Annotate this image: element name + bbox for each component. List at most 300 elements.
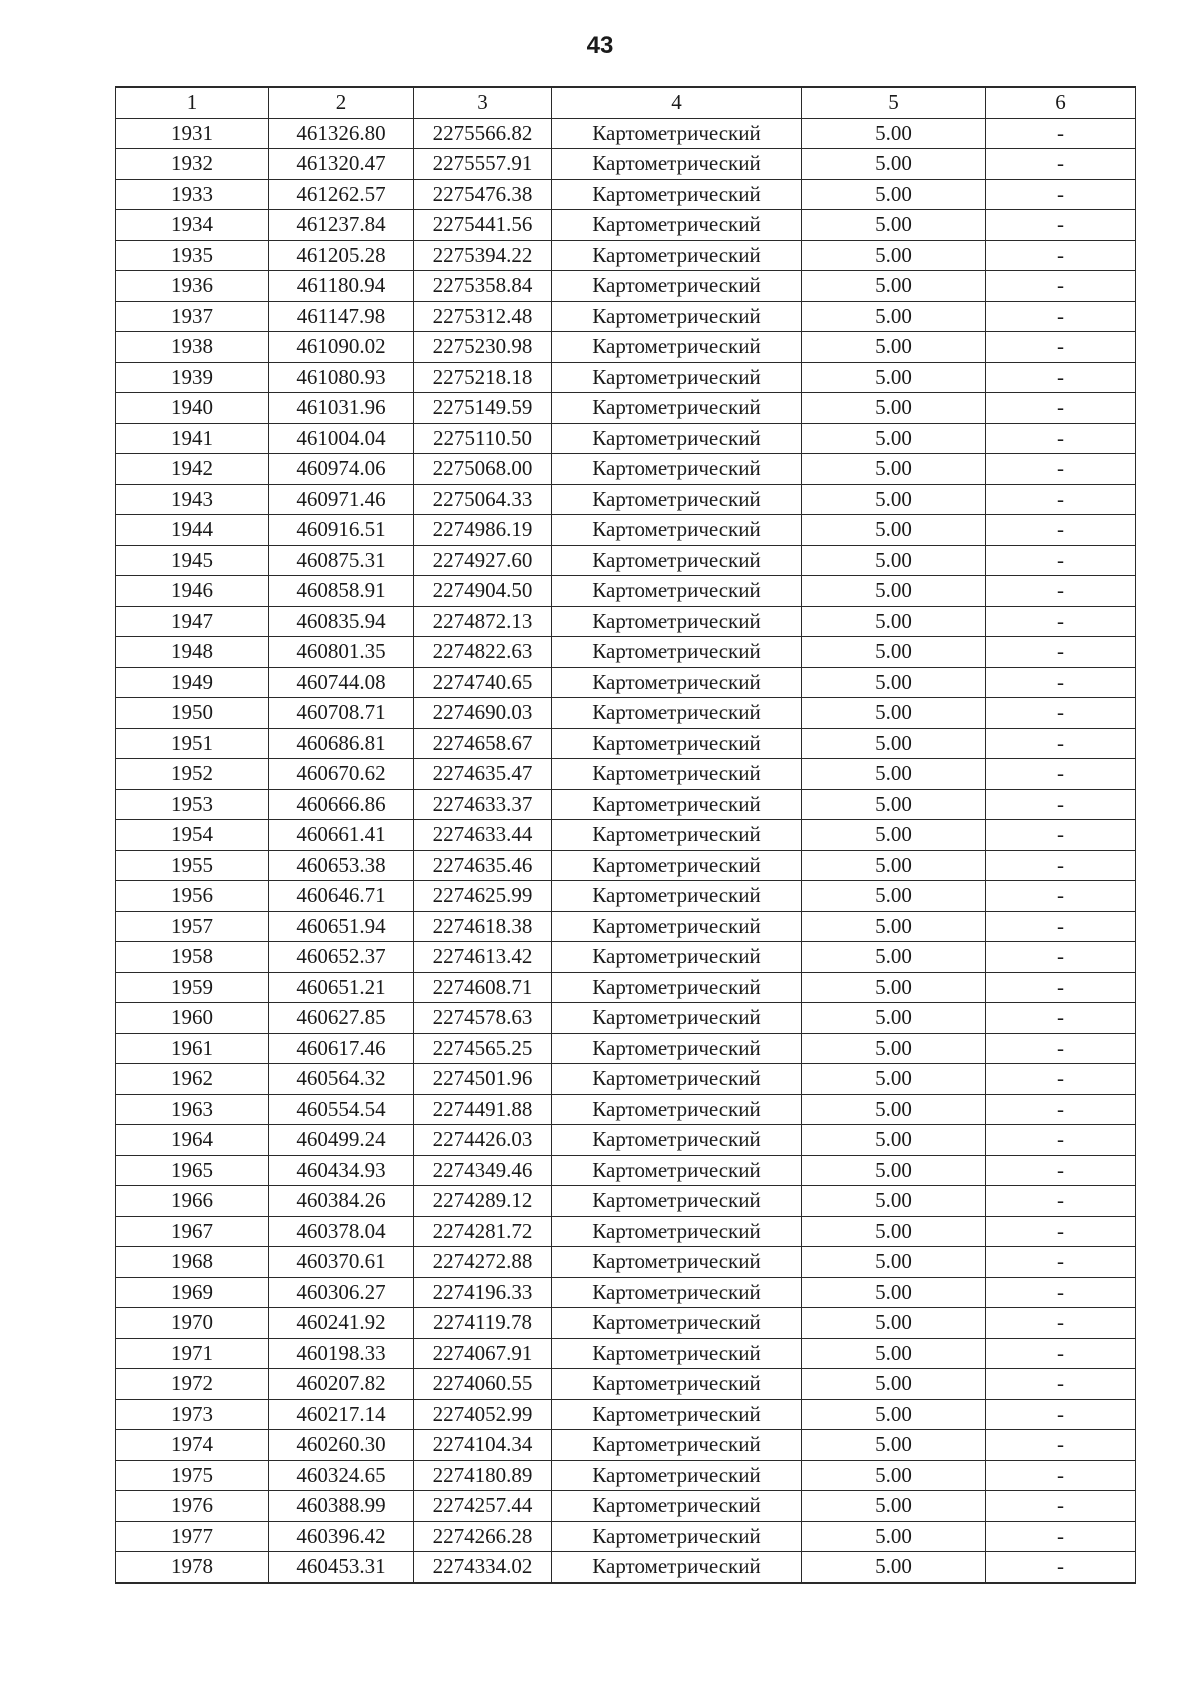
x-coordinate-cell: 461147.98 [269,301,414,332]
method-cell: Картометрический [552,515,802,546]
x-coordinate-cell: 461326.80 [269,118,414,149]
accuracy-cell: 5.00 [802,484,986,515]
description-cell: - [986,149,1136,180]
table-row [116,210,1136,241]
accuracy-cell: 5.00 [802,1125,986,1156]
table-body [116,118,1136,1583]
description-cell: - [986,1064,1136,1095]
method-cell: Картометрический [552,1369,802,1400]
point-number-cell: 1954 [116,820,269,851]
description-cell: - [986,1430,1136,1461]
x-coordinate-cell: 461205.28 [269,240,414,271]
method-cell: Картометрический [552,332,802,363]
method-cell: Картометрический [552,301,802,332]
accuracy-cell: 5.00 [802,1460,986,1491]
method-cell: Картометрический [552,423,802,454]
y-coordinate-cell: 2274272.88 [414,1247,552,1278]
point-number-cell: 1968 [116,1247,269,1278]
x-coordinate-cell: 460708.71 [269,698,414,729]
point-number-cell: 1967 [116,1216,269,1247]
point-number-cell: 1940 [116,393,269,424]
x-coordinate-cell: 461262.57 [269,179,414,210]
method-cell: Картометрический [552,454,802,485]
y-coordinate-cell: 2274501.96 [414,1064,552,1095]
y-coordinate-cell: 2274266.28 [414,1521,552,1552]
table-row [116,1277,1136,1308]
description-cell: - [986,271,1136,302]
accuracy-cell: 5.00 [802,1216,986,1247]
y-coordinate-cell: 2274060.55 [414,1369,552,1400]
description-cell: - [986,881,1136,912]
point-number-cell: 1961 [116,1033,269,1064]
point-number-cell: 1941 [116,423,269,454]
y-coordinate-cell: 2274104.34 [414,1430,552,1461]
accuracy-cell: 5.00 [802,1247,986,1278]
y-coordinate-cell: 2274618.38 [414,911,552,942]
description-cell: - [986,606,1136,637]
method-cell: Картометрический [552,606,802,637]
description-cell: - [986,911,1136,942]
page-number: 43 [586,32,614,59]
point-number-cell: 1970 [116,1308,269,1339]
point-number-cell: 1933 [116,179,269,210]
method-cell: Картометрический [552,1064,802,1095]
accuracy-cell: 5.00 [802,667,986,698]
accuracy-cell: 5.00 [802,698,986,729]
method-cell: Картометрический [552,1460,802,1491]
y-coordinate-cell: 2274635.46 [414,850,552,881]
table-row [116,1003,1136,1034]
method-cell: Картометрический [552,1003,802,1034]
accuracy-cell: 5.00 [802,118,986,149]
description-cell: - [986,1003,1136,1034]
method-cell: Картометрический [552,1491,802,1522]
point-number-cell: 1943 [116,484,269,515]
x-coordinate-cell: 460666.86 [269,789,414,820]
method-cell: Картометрический [552,1155,802,1186]
accuracy-cell: 5.00 [802,1430,986,1461]
coordinates-table [115,86,1136,1584]
table-row [116,1064,1136,1095]
table-row [116,1125,1136,1156]
x-coordinate-cell: 460651.21 [269,972,414,1003]
method-cell: Картометрический [552,1094,802,1125]
method-cell: Картометрический [552,850,802,881]
y-coordinate-cell: 2274052.99 [414,1399,552,1430]
accuracy-cell: 5.00 [802,515,986,546]
point-number-cell: 1978 [116,1552,269,1583]
x-coordinate-cell: 460396.42 [269,1521,414,1552]
table-row [116,850,1136,881]
point-number-cell: 1973 [116,1399,269,1430]
method-cell: Картометрический [552,881,802,912]
accuracy-cell: 5.00 [802,576,986,607]
table-header-row [116,87,1136,118]
method-cell: Картометрический [552,911,802,942]
y-coordinate-cell: 2275566.82 [414,118,552,149]
y-coordinate-cell: 2274334.02 [414,1552,552,1583]
table-row [116,911,1136,942]
description-cell: - [986,545,1136,576]
y-coordinate-cell: 2274426.03 [414,1125,552,1156]
method-cell: Картометрический [552,545,802,576]
method-cell: Картометрический [552,1521,802,1552]
method-cell: Картометрический [552,1430,802,1461]
x-coordinate-cell: 460453.31 [269,1552,414,1583]
description-cell: - [986,301,1136,332]
accuracy-cell: 5.00 [802,393,986,424]
y-coordinate-cell: 2274658.67 [414,728,552,759]
x-coordinate-cell: 460661.41 [269,820,414,851]
x-coordinate-cell: 460554.54 [269,1094,414,1125]
method-cell: Картометрический [552,820,802,851]
accuracy-cell: 5.00 [802,1003,986,1034]
point-number-cell: 1956 [116,881,269,912]
x-coordinate-cell: 460744.08 [269,667,414,698]
point-number-cell: 1955 [116,850,269,881]
method-cell: Картометрический [552,179,802,210]
accuracy-cell: 5.00 [802,1064,986,1095]
method-cell: Картометрический [552,1338,802,1369]
accuracy-cell: 5.00 [802,972,986,1003]
x-coordinate-cell: 460686.81 [269,728,414,759]
y-coordinate-cell: 2275218.18 [414,362,552,393]
method-cell: Картометрический [552,728,802,759]
accuracy-cell: 5.00 [802,759,986,790]
method-cell: Картометрический [552,1247,802,1278]
point-number-cell: 1953 [116,789,269,820]
table-row [116,1460,1136,1491]
accuracy-cell: 5.00 [802,1308,986,1339]
method-cell: Картометрический [552,1216,802,1247]
description-cell: - [986,179,1136,210]
method-cell: Картометрический [552,1277,802,1308]
x-coordinate-cell: 460499.24 [269,1125,414,1156]
table-row [116,454,1136,485]
point-number-cell: 1947 [116,606,269,637]
table-row [116,423,1136,454]
x-coordinate-cell: 460241.92 [269,1308,414,1339]
method-cell: Картометрический [552,637,802,668]
point-number-cell: 1936 [116,271,269,302]
description-cell: - [986,210,1136,241]
description-cell: - [986,1369,1136,1400]
accuracy-cell: 5.00 [802,881,986,912]
accuracy-cell: 5.00 [802,850,986,881]
y-coordinate-cell: 2274180.89 [414,1460,552,1491]
table-row [116,118,1136,149]
table-row [116,1033,1136,1064]
description-cell: - [986,1277,1136,1308]
table-row [116,515,1136,546]
y-coordinate-cell: 2274565.25 [414,1033,552,1064]
method-cell: Картометрический [552,942,802,973]
x-coordinate-cell: 460370.61 [269,1247,414,1278]
table-row [116,393,1136,424]
x-coordinate-cell: 461080.93 [269,362,414,393]
y-coordinate-cell: 2274613.42 [414,942,552,973]
accuracy-cell: 5.00 [802,911,986,942]
y-coordinate-cell: 2274289.12 [414,1186,552,1217]
x-coordinate-cell: 460646.71 [269,881,414,912]
accuracy-cell: 5.00 [802,332,986,363]
description-cell: - [986,820,1136,851]
x-coordinate-cell: 460801.35 [269,637,414,668]
method-cell: Картометрический [552,118,802,149]
x-coordinate-cell: 461320.47 [269,149,414,180]
accuracy-cell: 5.00 [802,545,986,576]
x-coordinate-cell: 461090.02 [269,332,414,363]
accuracy-cell: 5.00 [802,362,986,393]
description-cell: - [986,1338,1136,1369]
accuracy-cell: 5.00 [802,454,986,485]
description-cell: - [986,1308,1136,1339]
method-cell: Картометрический [552,210,802,241]
y-coordinate-cell: 2274740.65 [414,667,552,698]
column-header-4: 4 [552,87,802,118]
point-number-cell: 1960 [116,1003,269,1034]
table-row [116,179,1136,210]
table-row [116,1521,1136,1552]
table-row [116,1552,1136,1583]
y-coordinate-cell: 2274608.71 [414,972,552,1003]
y-coordinate-cell: 2274119.78 [414,1308,552,1339]
column-header-2: 2 [269,87,414,118]
x-coordinate-cell: 460388.99 [269,1491,414,1522]
point-number-cell: 1974 [116,1430,269,1461]
accuracy-cell: 5.00 [802,820,986,851]
description-cell: - [986,576,1136,607]
accuracy-cell: 5.00 [802,271,986,302]
description-cell: - [986,515,1136,546]
point-number-cell: 1946 [116,576,269,607]
description-cell: - [986,1491,1136,1522]
point-number-cell: 1976 [116,1491,269,1522]
table-row [116,728,1136,759]
method-cell: Картометрический [552,484,802,515]
description-cell: - [986,393,1136,424]
table-row [116,942,1136,973]
y-coordinate-cell: 2274625.99 [414,881,552,912]
x-coordinate-cell: 460564.32 [269,1064,414,1095]
y-coordinate-cell: 2274927.60 [414,545,552,576]
x-coordinate-cell: 461004.04 [269,423,414,454]
x-coordinate-cell: 460652.37 [269,942,414,973]
x-coordinate-cell: 460858.91 [269,576,414,607]
table-row [116,759,1136,790]
table-row [116,545,1136,576]
method-cell: Картометрический [552,393,802,424]
table-row [116,972,1136,1003]
point-number-cell: 1972 [116,1369,269,1400]
point-number-cell: 1942 [116,454,269,485]
y-coordinate-cell: 2275476.38 [414,179,552,210]
x-coordinate-cell: 461237.84 [269,210,414,241]
table-row [116,1186,1136,1217]
y-coordinate-cell: 2274690.03 [414,698,552,729]
x-coordinate-cell: 461180.94 [269,271,414,302]
x-coordinate-cell: 460378.04 [269,1216,414,1247]
y-coordinate-cell: 2274578.63 [414,1003,552,1034]
y-coordinate-cell: 2274904.50 [414,576,552,607]
point-number-cell: 1934 [116,210,269,241]
x-coordinate-cell: 460974.06 [269,454,414,485]
accuracy-cell: 5.00 [802,179,986,210]
y-coordinate-cell: 2275068.00 [414,454,552,485]
table-row [116,1247,1136,1278]
accuracy-cell: 5.00 [802,1094,986,1125]
accuracy-cell: 5.00 [802,210,986,241]
method-cell: Картометрический [552,667,802,698]
description-cell: - [986,942,1136,973]
accuracy-cell: 5.00 [802,1491,986,1522]
accuracy-cell: 5.00 [802,606,986,637]
y-coordinate-cell: 2275149.59 [414,393,552,424]
x-coordinate-cell: 460617.46 [269,1033,414,1064]
y-coordinate-cell: 2274491.88 [414,1094,552,1125]
method-cell: Картометрический [552,1033,802,1064]
table-row [116,1094,1136,1125]
x-coordinate-cell: 460324.65 [269,1460,414,1491]
description-cell: - [986,1186,1136,1217]
description-cell: - [986,240,1136,271]
point-number-cell: 1963 [116,1094,269,1125]
accuracy-cell: 5.00 [802,789,986,820]
accuracy-cell: 5.00 [802,1521,986,1552]
x-coordinate-cell: 460306.27 [269,1277,414,1308]
y-coordinate-cell: 2274257.44 [414,1491,552,1522]
description-cell: - [986,332,1136,363]
y-coordinate-cell: 2275358.84 [414,271,552,302]
table-row [116,881,1136,912]
description-cell: - [986,698,1136,729]
accuracy-cell: 5.00 [802,1186,986,1217]
accuracy-cell: 5.00 [802,1033,986,1064]
x-coordinate-cell: 460651.94 [269,911,414,942]
description-cell: - [986,667,1136,698]
accuracy-cell: 5.00 [802,728,986,759]
description-cell: - [986,728,1136,759]
accuracy-cell: 5.00 [802,1369,986,1400]
accuracy-cell: 5.00 [802,637,986,668]
point-number-cell: 1971 [116,1338,269,1369]
table-row [116,637,1136,668]
accuracy-cell: 5.00 [802,1338,986,1369]
y-coordinate-cell: 2275064.33 [414,484,552,515]
column-header-3: 3 [414,87,552,118]
accuracy-cell: 5.00 [802,301,986,332]
y-coordinate-cell: 2275441.56 [414,210,552,241]
y-coordinate-cell: 2274986.19 [414,515,552,546]
column-header-1: 1 [116,87,269,118]
x-coordinate-cell: 460384.26 [269,1186,414,1217]
method-cell: Картометрический [552,1125,802,1156]
description-cell: - [986,972,1136,1003]
table-row [116,240,1136,271]
table-row [116,271,1136,302]
x-coordinate-cell: 460217.14 [269,1399,414,1430]
x-coordinate-cell: 460875.31 [269,545,414,576]
point-number-cell: 1945 [116,545,269,576]
y-coordinate-cell: 2274872.13 [414,606,552,637]
table-row [116,1155,1136,1186]
description-cell: - [986,1033,1136,1064]
x-coordinate-cell: 461031.96 [269,393,414,424]
x-coordinate-cell: 460198.33 [269,1338,414,1369]
accuracy-cell: 5.00 [802,942,986,973]
method-cell: Картометрический [552,1186,802,1217]
point-number-cell: 1965 [116,1155,269,1186]
column-header-5: 5 [802,87,986,118]
point-number-cell: 1939 [116,362,269,393]
method-cell: Картометрический [552,149,802,180]
accuracy-cell: 5.00 [802,1552,986,1583]
table-row [116,1399,1136,1430]
point-number-cell: 1948 [116,637,269,668]
accuracy-cell: 5.00 [802,423,986,454]
description-cell: - [986,423,1136,454]
point-number-cell: 1966 [116,1186,269,1217]
point-number-cell: 1975 [116,1460,269,1491]
point-number-cell: 1951 [116,728,269,759]
y-coordinate-cell: 2275110.50 [414,423,552,454]
description-cell: - [986,1247,1136,1278]
point-number-cell: 1952 [116,759,269,790]
y-coordinate-cell: 2274633.37 [414,789,552,820]
table-row [116,576,1136,607]
x-coordinate-cell: 460670.62 [269,759,414,790]
x-coordinate-cell: 460627.85 [269,1003,414,1034]
point-number-cell: 1950 [116,698,269,729]
y-coordinate-cell: 2274822.63 [414,637,552,668]
table-row [116,332,1136,363]
table-row [116,1308,1136,1339]
x-coordinate-cell: 460835.94 [269,606,414,637]
y-coordinate-cell: 2274635.47 [414,759,552,790]
description-cell: - [986,1521,1136,1552]
table-row [116,820,1136,851]
description-cell: - [986,362,1136,393]
method-cell: Картометрический [552,972,802,1003]
point-number-cell: 1931 [116,118,269,149]
table-row [116,484,1136,515]
x-coordinate-cell: 460207.82 [269,1369,414,1400]
description-cell: - [986,1094,1136,1125]
accuracy-cell: 5.00 [802,240,986,271]
point-number-cell: 1957 [116,911,269,942]
description-cell: - [986,759,1136,790]
y-coordinate-cell: 2274281.72 [414,1216,552,1247]
point-number-cell: 1962 [116,1064,269,1095]
method-cell: Картометрический [552,362,802,393]
method-cell: Картометрический [552,240,802,271]
method-cell: Картометрический [552,1308,802,1339]
point-number-cell: 1958 [116,942,269,973]
x-coordinate-cell: 460653.38 [269,850,414,881]
table-row [116,149,1136,180]
x-coordinate-cell: 460260.30 [269,1430,414,1461]
point-number-cell: 1935 [116,240,269,271]
accuracy-cell: 5.00 [802,149,986,180]
y-coordinate-cell: 2275557.91 [414,149,552,180]
table-row [116,667,1136,698]
table-row [116,362,1136,393]
table-row [116,1430,1136,1461]
description-cell: - [986,850,1136,881]
method-cell: Картометрический [552,1552,802,1583]
y-coordinate-cell: 2275394.22 [414,240,552,271]
table-row [116,1338,1136,1369]
